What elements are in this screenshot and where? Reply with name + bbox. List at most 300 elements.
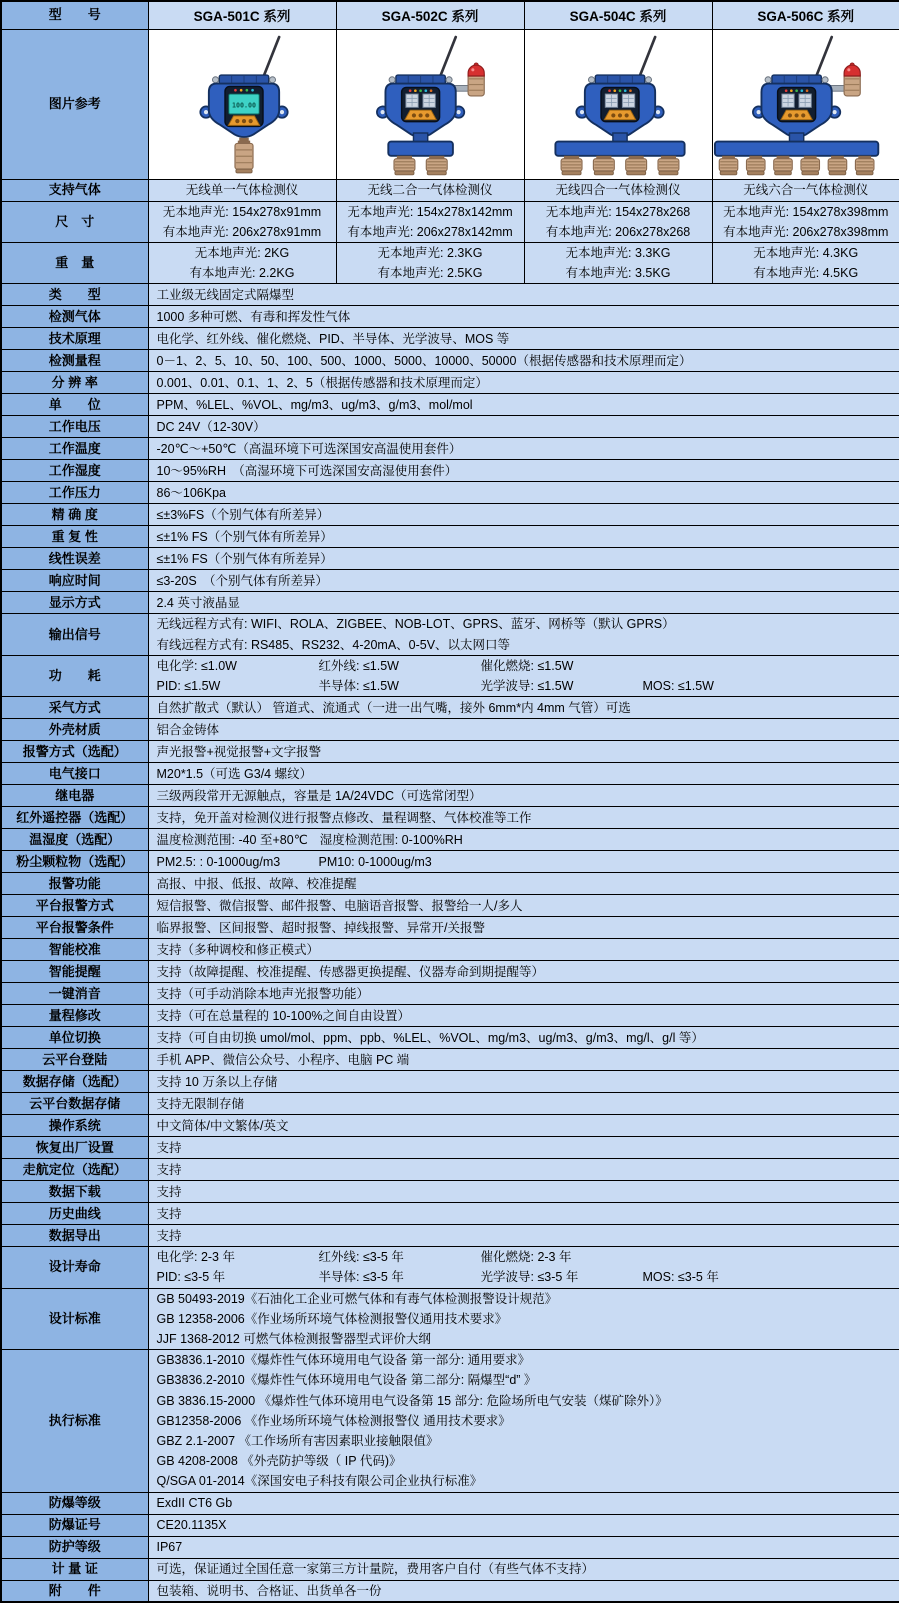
spec-row-ir-remote xyxy=(1,807,899,829)
spec-row-display xyxy=(1,592,899,614)
detector-body xyxy=(200,83,287,136)
spec-row-resolution xyxy=(1,372,899,394)
spec-line: GB12358-2006 《作业场所环境气体检测报警仪 通用技术要求》 xyxy=(156,1413,511,1428)
detector-body xyxy=(576,83,663,136)
spec-row-platform-alarm-mode xyxy=(1,895,899,917)
spec-row-temperature xyxy=(1,438,899,460)
spec-line: 可选，保证通过全国任意一家第三方计量院，费用客户自付（有些气体不支持） xyxy=(156,1561,595,1576)
spec-line: ≤3-20S （个别气体有所差异） xyxy=(156,573,328,588)
spec-row-unit-switch xyxy=(1,1027,899,1049)
spec-row-supported-gas xyxy=(1,179,899,201)
spec-line: 有本地声光: 3.5KG xyxy=(565,266,671,281)
spec-row-alarm-functions xyxy=(1,873,899,895)
row-label-range-modify: 量程修改 xyxy=(1,1005,148,1027)
spec-cell-supported-gas-0 xyxy=(148,179,336,201)
spec-row-metrology-cert xyxy=(1,1558,899,1580)
row-label-voltage: 工作电压 xyxy=(1,416,148,438)
spec-row-weight xyxy=(1,242,899,283)
spec-line: 电化学、红外线、催化燃烧、PID、半导体、光学波导、MOS 等 xyxy=(156,331,510,346)
spec-segment: 催化燃烧: 2-3 年 xyxy=(480,1250,572,1265)
spec-line: 2.4 英寸液晶显 xyxy=(156,595,240,610)
spec-segment: PM2.5: : 0-1000ug/m3 xyxy=(156,854,281,869)
row-label-execution-standard: 执行标准 xyxy=(1,1350,148,1492)
spec-line: 支持 xyxy=(156,1228,182,1243)
spec-row-data-export xyxy=(1,1225,899,1247)
spec-line xyxy=(157,1267,892,1287)
spec-row-output-signal xyxy=(1,614,899,655)
spec-line: 10～95%RH （高湿环境下可选深国安高湿使用套件） xyxy=(156,463,458,478)
spec-row-protection-grade xyxy=(1,1536,899,1558)
row-label-ir-remote: 红外遥控器（选配） xyxy=(1,807,148,829)
spec-row-data-storage xyxy=(1,1071,899,1093)
spec-line: M20*1.5（可选 G3/4 螺纹） xyxy=(156,766,313,781)
gas-sensor xyxy=(855,155,874,174)
spec-line: 无线二合一气体检测仪 xyxy=(367,182,493,197)
spec-cell-explosion-proof-cert xyxy=(148,1514,899,1536)
row-label-alarm-mode: 报警方式（选配） xyxy=(1,741,148,763)
spec-line: DC 24V（12-30V） xyxy=(156,419,266,434)
spec-line: 支持（多种调校和修正模式） xyxy=(156,942,320,957)
spec-row-mobile-positioning xyxy=(1,1159,899,1181)
spec-line: 无本地声光: 154x278x91mm xyxy=(162,204,322,219)
gas-detector-illustration-sga-506c xyxy=(713,31,899,178)
spec-cell-explosion-proof-grade xyxy=(148,1492,899,1514)
spec-row-data-download xyxy=(1,1181,899,1203)
spec-cell-platform-alarm-condition xyxy=(148,917,899,939)
spec-row-design-standard xyxy=(1,1288,899,1350)
row-label-repeatability: 重 复 性 xyxy=(1,526,148,548)
row-label-linearity: 线性误差 xyxy=(1,548,148,570)
spec-cell-protection-grade xyxy=(148,1536,899,1558)
spec-cell-supported-gas-2 xyxy=(524,179,712,201)
spec-cell-temperature xyxy=(148,438,899,460)
spec-line: 支持（可手动消除本地声光报警功能） xyxy=(156,986,370,1001)
spec-row-linearity xyxy=(1,548,899,570)
spec-cell-unit xyxy=(148,394,899,416)
row-label-range: 检测量程 xyxy=(1,350,148,372)
spec-cell-design-standard xyxy=(148,1288,899,1350)
spec-line xyxy=(157,656,892,676)
spec-row-smart-calibration xyxy=(1,939,899,961)
spec-segment: 红外线: ≤1.5W xyxy=(318,658,399,673)
spec-cell-weight-3 xyxy=(712,242,899,283)
spec-segment: 电化学: 2-3 年 xyxy=(156,1250,235,1265)
spec-line xyxy=(157,1247,892,1267)
row-label-dimensions: 尺 寸 xyxy=(1,201,148,242)
spec-line: 有线远程方式有: RS485、RS232、4-20mA、0-5V、以太网口等 xyxy=(156,637,511,652)
spec-cell-metrology-cert xyxy=(148,1558,899,1580)
spec-segment: 湿度检测范围: 0-100%RH xyxy=(319,832,463,847)
spec-line: 有本地声光: 206x278x91mm xyxy=(162,224,322,239)
spec-line: ≤±3%FS（个别气体有所差异） xyxy=(156,507,330,522)
row-label-smart-reminder: 智能提醒 xyxy=(1,961,148,983)
spec-cell-one-key-mute xyxy=(148,983,899,1005)
gas-sensor xyxy=(426,155,447,174)
spec-cell-voltage xyxy=(148,416,899,438)
spec-cell-display xyxy=(148,592,899,614)
spec-line: 无本地声光: 154x278x142mm xyxy=(347,204,513,219)
product-image-sga-501c xyxy=(148,29,336,179)
detector-body xyxy=(376,83,463,136)
row-label-one-key-mute: 一键消音 xyxy=(1,983,148,1005)
spec-row-electrical-interface xyxy=(1,763,899,785)
spec-cell-ir-remote xyxy=(148,807,899,829)
row-label-cloud-storage: 云平台数据存储 xyxy=(1,1093,148,1115)
spec-line: 短信报警、微信报警、邮件报警、电脑语音报警、报警给一人/多人 xyxy=(156,898,523,913)
spec-cell-output-signal xyxy=(148,614,899,655)
spec-cell-housing xyxy=(148,719,899,741)
spec-cell-detected-gas xyxy=(148,306,899,328)
product-image-sga-502c xyxy=(336,29,524,179)
spec-cell-pressure xyxy=(148,482,899,504)
spec-line: 有本地声光: 206x278x142mm xyxy=(347,224,513,239)
spec-cell-weight-1 xyxy=(336,242,524,283)
spec-cell-accuracy xyxy=(148,504,899,526)
spec-row-factory-reset xyxy=(1,1137,899,1159)
spec-line: 1000 多种可燃、有毒和挥发性气体 xyxy=(156,309,351,324)
spec-line: GB 50493-2019《石油化工企业可燃气体和有毒气体检测报警设计规范》 xyxy=(156,1291,558,1306)
spec-line: 工业级无线固定式隔爆型 xyxy=(156,287,295,302)
spec-row-range xyxy=(1,350,899,372)
spec-line: 0.001、0.01、0.1、1、2、5（根据传感器和技术原理而定） xyxy=(156,375,488,390)
spec-segment: 红外线: ≤3-5 年 xyxy=(318,1250,404,1265)
spec-line: 支持（可在总量程的 10-100%之间自由设置） xyxy=(156,1008,411,1023)
gas-sensor xyxy=(593,155,614,174)
antenna-icon xyxy=(263,37,279,78)
spec-cell-smart-calibration xyxy=(148,939,899,961)
row-label-os: 操作系统 xyxy=(1,1115,148,1137)
spec-line: IP67 xyxy=(156,1539,183,1554)
spec-line: -20℃～+50℃（高温环境下可选深国安高温使用套件） xyxy=(156,441,462,456)
spec-line: Q/SGA 01-2014《深国安电子科技有限公司企业执行标准》 xyxy=(156,1474,483,1489)
spec-row-cloud-login xyxy=(1,1049,899,1071)
spec-line: GB 3836.15-2000 《爆炸性气体环境用电气设备第 15 部分: 危险场所电气安装（煤矿除外）》 xyxy=(156,1393,668,1408)
spec-row-dust-particles xyxy=(1,851,899,873)
spec-line xyxy=(157,830,892,850)
spec-row-explosion-proof-grade xyxy=(1,1492,899,1514)
spec-cell-range-modify xyxy=(148,1005,899,1027)
spec-row-alarm-mode xyxy=(1,741,899,763)
row-label-alarm-functions: 报警功能 xyxy=(1,873,148,895)
spec-cell-power-consumption xyxy=(148,655,899,696)
spec-line: ≤±1% FS（个别气体有所差异） xyxy=(156,529,333,544)
spec-segment: 半导体: ≤3-5 年 xyxy=(318,1270,404,1285)
row-label-dust-particles: 粉尘颗粒物（选配） xyxy=(1,851,148,873)
spec-cell-os xyxy=(148,1115,899,1137)
gas-sensor xyxy=(773,155,792,174)
spec-segment: 温度检测范围: -40 至+80℃ xyxy=(156,832,308,847)
spec-line: 临界报警、区间报警、超时报警、掉线报警、异常开/关报警 xyxy=(156,920,485,935)
spec-cell-data-export xyxy=(148,1225,899,1247)
row-label-platform-alarm-mode: 平台报警方式 xyxy=(1,895,148,917)
spec-segment: 光学波导: ≤1.5W xyxy=(480,678,574,693)
spec-row-history-curve xyxy=(1,1203,899,1225)
spec-segment: PM10: 0-1000ug/m3 xyxy=(318,854,432,869)
row-label-accuracy: 精 确 度 xyxy=(1,504,148,526)
spec-row-humidity xyxy=(1,460,899,482)
spec-line: 无本地声光: 154x278x398mm xyxy=(723,204,889,219)
spec-cell-mobile-positioning xyxy=(148,1159,899,1181)
spec-cell-factory-reset xyxy=(148,1137,899,1159)
spec-line: 支持 xyxy=(156,1140,182,1155)
gas-detector-illustration-sga-502c xyxy=(337,31,525,178)
column-header-model-0: SGA-501C 系列 xyxy=(148,1,336,29)
spec-line: 无本地声光: 2KG xyxy=(194,245,290,260)
spec-row-cloud-storage xyxy=(1,1093,899,1115)
spec-cell-resolution xyxy=(148,372,899,394)
row-label-output-signal: 输出信号 xyxy=(1,614,148,655)
spec-line: 高报、中报、低报、故障、校准提醒 xyxy=(156,876,357,891)
row-label-display: 显示方式 xyxy=(1,592,148,614)
spec-cell-data-storage xyxy=(148,1071,899,1093)
detector-body xyxy=(752,83,839,136)
row-label-electrical-interface: 电气接口 xyxy=(1,763,148,785)
row-label-factory-reset: 恢复出厂设置 xyxy=(1,1137,148,1159)
spec-line: 铝合金铸体 xyxy=(156,722,220,737)
spec-line: 无线六合一气体检测仪 xyxy=(743,182,869,197)
row-label-accessories: 附 件 xyxy=(1,1580,148,1602)
spec-line: 支持 xyxy=(156,1162,182,1177)
spec-cell-alarm-functions xyxy=(148,873,899,895)
spec-cell-design-life xyxy=(148,1247,899,1288)
spec-line: 无本地声光: 4.3KG xyxy=(753,245,859,260)
spec-row-unit xyxy=(1,394,899,416)
row-label-response-time: 响应时间 xyxy=(1,570,148,592)
spec-line: 有本地声光: 4.5KG xyxy=(753,266,859,281)
spec-line xyxy=(157,852,892,872)
row-label-design-standard: 设计标准 xyxy=(1,1288,148,1350)
spec-line: GB3836.1-2010《爆炸性气体环境用电气设备 第一部分: 通用要求》 xyxy=(156,1353,531,1368)
spec-cell-electrical-interface xyxy=(148,763,899,785)
spec-line: 支持 xyxy=(156,1184,182,1199)
spec-row-design-life xyxy=(1,1247,899,1288)
spec-segment: MOS: ≤1.5W xyxy=(642,678,714,693)
spec-row-temp-humidity-option xyxy=(1,829,899,851)
spec-cell-platform-alarm-mode xyxy=(148,895,899,917)
spec-cell-smart-reminder xyxy=(148,961,899,983)
spec-cell-execution-standard xyxy=(148,1350,899,1492)
spec-line: 中文简体/中文繁体/英文 xyxy=(156,1118,289,1133)
row-label-data-download: 数据下载 xyxy=(1,1181,148,1203)
spec-cell-unit-switch xyxy=(148,1027,899,1049)
spec-cell-supported-gas-1 xyxy=(336,179,524,201)
row-label-relay: 继电器 xyxy=(1,785,148,807)
row-label-weight: 重 量 xyxy=(1,242,148,283)
spec-line: 支持（故障提醒、校准提醒、传感器更换提醒、仪器寿命到期提醒等） xyxy=(156,964,545,979)
spec-line: GB 12358-2006《作业场所环境气体检测报警仪通用技术要求》 xyxy=(156,1311,508,1326)
spec-segment: 光学波导: ≤3-5 年 xyxy=(480,1270,579,1285)
spec-cell-type xyxy=(148,284,899,306)
spec-cell-dimensions-2 xyxy=(524,201,712,242)
spec-cell-relay xyxy=(148,785,899,807)
spec-cell-dimensions-0 xyxy=(148,201,336,242)
spec-cell-supported-gas-3 xyxy=(712,179,899,201)
antenna-icon xyxy=(439,37,455,78)
spec-cell-repeatability xyxy=(148,526,899,548)
spec-cell-sampling xyxy=(148,697,899,719)
spec-line: 无本地声光: 154x278x268 xyxy=(545,204,691,219)
spec-cell-dust-particles xyxy=(148,851,899,873)
gas-sensor xyxy=(394,155,415,174)
spec-line: ≤±1% FS（个别气体有所差异） xyxy=(156,551,333,566)
row-label-cloud-login: 云平台登陆 xyxy=(1,1049,148,1071)
spec-line: 无线远程方式有: WIFI、ROLA、ZIGBEE、NOB-LOT、GPRS、蓝牙、网桥等（默认 GPRS） xyxy=(156,617,675,632)
spec-segment: 半导体: ≤1.5W xyxy=(318,678,399,693)
spec-line: 无线四合一气体检测仪 xyxy=(555,182,681,197)
spec-cell-alarm-mode xyxy=(148,741,899,763)
spec-row-execution-standard xyxy=(1,1350,899,1492)
spec-cell-humidity xyxy=(148,460,899,482)
spec-row-model xyxy=(1,1,899,29)
spec-line: 有本地声光: 206x278x268 xyxy=(545,224,691,239)
spec-segment: MOS: ≤3-5 年 xyxy=(642,1270,719,1285)
spec-row-technology xyxy=(1,328,899,350)
gas-sensor xyxy=(800,155,819,174)
spec-cell-dimensions-3 xyxy=(712,201,899,242)
sensor-manifold xyxy=(388,141,453,155)
spec-row-os xyxy=(1,1115,899,1137)
row-label-explosion-proof-grade: 防爆等级 xyxy=(1,1492,148,1514)
spec-row-voltage xyxy=(1,416,899,438)
spec-row-pressure xyxy=(1,482,899,504)
gas-sensor xyxy=(719,155,738,174)
spec-cell-weight-2 xyxy=(524,242,712,283)
row-label-mobile-positioning: 走航定位（选配） xyxy=(1,1159,148,1181)
spec-segment: PID: ≤3-5 年 xyxy=(156,1270,226,1285)
spec-line: 三级两段常开无源触点，容量是 1A/24VDC（可选常闭型） xyxy=(156,788,482,803)
spec-row-type xyxy=(1,284,899,306)
row-label-type: 类 型 xyxy=(1,284,148,306)
column-header-model-2: SGA-504C 系列 xyxy=(524,1,712,29)
spec-cell-cloud-login xyxy=(148,1049,899,1071)
spec-line: 声光报警+视觉报警+文字报警 xyxy=(156,744,322,759)
spec-line: ExdII CT6 Gb xyxy=(156,1495,233,1510)
row-label-unit-switch: 单位切换 xyxy=(1,1027,148,1049)
spec-cell-accessories xyxy=(148,1580,899,1602)
row-label-pressure: 工作压力 xyxy=(1,482,148,504)
spec-row-image-reference xyxy=(1,29,899,179)
column-header-model-3: SGA-506C 系列 xyxy=(712,1,899,29)
product-image-sga-506c xyxy=(712,29,899,179)
spec-segment: 电化学: ≤1.0W xyxy=(156,658,237,673)
spec-line: 0－1、2、5、10、50、100、500、1000、5000、10000、50000（根据传感器和技术原理而定） xyxy=(156,353,692,368)
column-header-model-1: SGA-502C 系列 xyxy=(336,1,524,29)
antenna-icon xyxy=(639,37,655,78)
row-label-temperature: 工作温度 xyxy=(1,438,148,460)
spec-cell-history-curve xyxy=(148,1203,899,1225)
spec-line: 支持 xyxy=(156,1206,182,1221)
row-label-unit: 单 位 xyxy=(1,394,148,416)
spec-line: 支持 10 万条以上存储 xyxy=(156,1074,278,1089)
sensor-manifold xyxy=(714,141,877,155)
row-label-image-reference: 图片参考 xyxy=(1,29,148,179)
spec-row-explosion-proof-cert xyxy=(1,1514,899,1536)
spec-cell-weight-0 xyxy=(148,242,336,283)
row-label-humidity: 工作湿度 xyxy=(1,460,148,482)
gas-sensor xyxy=(746,155,765,174)
spec-row-one-key-mute xyxy=(1,983,899,1005)
spec-row-relay xyxy=(1,785,899,807)
gas-sensor xyxy=(625,155,646,174)
row-label-sampling: 采气方式 xyxy=(1,697,148,719)
row-label-detected-gas: 检测气体 xyxy=(1,306,148,328)
spec-line: 支持，免开盖对检测仪进行报警点修改、量程调整、气体校准等工作 xyxy=(156,810,532,825)
antenna-icon xyxy=(815,37,831,78)
spec-line: GB 4208-2008 《外壳防护等级（ IP 代码)》 xyxy=(156,1454,402,1469)
row-label-history-curve: 历史曲线 xyxy=(1,1203,148,1225)
spec-row-sampling xyxy=(1,697,899,719)
product-image-sga-504c xyxy=(524,29,712,179)
row-label-power-consumption: 功 耗 xyxy=(1,655,148,696)
row-label-explosion-proof-cert: 防爆证号 xyxy=(1,1514,148,1536)
row-label-model: 型 号 xyxy=(1,1,148,29)
gas-detector-illustration-sga-501c xyxy=(149,31,337,178)
spec-row-repeatability xyxy=(1,526,899,548)
spec-cell-cloud-storage xyxy=(148,1093,899,1115)
row-label-supported-gas: 支持气体 xyxy=(1,179,148,201)
gas-sensor xyxy=(234,140,252,172)
spec-cell-range xyxy=(148,350,899,372)
spec-segment: PID: ≤1.5W xyxy=(156,678,221,693)
gas-sensor xyxy=(561,155,582,174)
spec-line: 手机 APP、微信公众号、小程序、电脑 PC 端 xyxy=(156,1052,410,1067)
spec-line: 有本地声光: 206x278x398mm xyxy=(723,224,889,239)
spec-line xyxy=(157,676,892,696)
spec-line: CE20.1135X xyxy=(156,1517,227,1532)
spec-line: 支持（可自由切换 umol/mol、ppm、ppb、%LEL、%VOL、mg/m3、ug/m3、g/m3、mg/l、g/l 等） xyxy=(156,1030,704,1045)
row-label-temp-humidity-option: 温湿度（选配） xyxy=(1,829,148,851)
spec-row-range-modify xyxy=(1,1005,899,1027)
spec-row-dimensions xyxy=(1,201,899,242)
spec-cell-temp-humidity-option xyxy=(148,829,899,851)
spec-row-detected-gas xyxy=(1,306,899,328)
spec-cell-linearity xyxy=(148,548,899,570)
spec-row-accessories xyxy=(1,1580,899,1602)
spec-line: 有本地声光: 2.5KG xyxy=(377,266,483,281)
gas-sensor xyxy=(828,155,847,174)
spec-row-housing xyxy=(1,719,899,741)
spec-line: 有本地声光: 2.2KG xyxy=(189,266,295,281)
spec-table-body xyxy=(1,1,899,1602)
spec-line: PPM、%LEL、%VOL、mg/m3、ug/m3、g/m3、mol/mol xyxy=(156,397,473,412)
row-label-protection-grade: 防护等级 xyxy=(1,1536,148,1558)
row-label-smart-calibration: 智能校准 xyxy=(1,939,148,961)
row-label-data-export: 数据导出 xyxy=(1,1225,148,1247)
spec-line: 自然扩散式（默认） 管道式、流通式（一进一出气嘴，接外 6mm*内 4mm 气管）可选 xyxy=(156,700,631,715)
row-label-technology: 技术原理 xyxy=(1,328,148,350)
spec-line: 包装箱、说明书、合格证、出货单各一份 xyxy=(156,1583,382,1598)
spec-line: GBZ 2.1-2007 《工作场所有害因素职业接触限值》 xyxy=(156,1433,439,1448)
spec-row-platform-alarm-condition xyxy=(1,917,899,939)
row-label-resolution: 分 辨 率 xyxy=(1,372,148,394)
row-label-housing: 外壳材质 xyxy=(1,719,148,741)
gas-detector-illustration-sga-504c xyxy=(525,31,713,178)
spec-line: JJF 1368-2012 可燃气体检测报警器型式评价大纲 xyxy=(156,1331,431,1346)
spec-row-accuracy xyxy=(1,504,899,526)
screen-reading: 100.00 xyxy=(231,100,256,109)
spec-line: 无本地声光: 3.3KG xyxy=(565,245,671,260)
spec-row-response-time xyxy=(1,570,899,592)
spec-cell-dimensions-1 xyxy=(336,201,524,242)
spec-line: 支持无限制存储 xyxy=(156,1096,245,1111)
spec-row-smart-reminder xyxy=(1,961,899,983)
spec-line: 无线单一气体检测仪 xyxy=(185,182,299,197)
spec-line: 无本地声光: 2.3KG xyxy=(377,245,483,260)
sensor-manifold xyxy=(555,141,684,155)
spec-line: 86～106Kpa xyxy=(156,485,227,500)
row-label-design-life: 设计寿命 xyxy=(1,1247,148,1288)
spec-cell-technology xyxy=(148,328,899,350)
